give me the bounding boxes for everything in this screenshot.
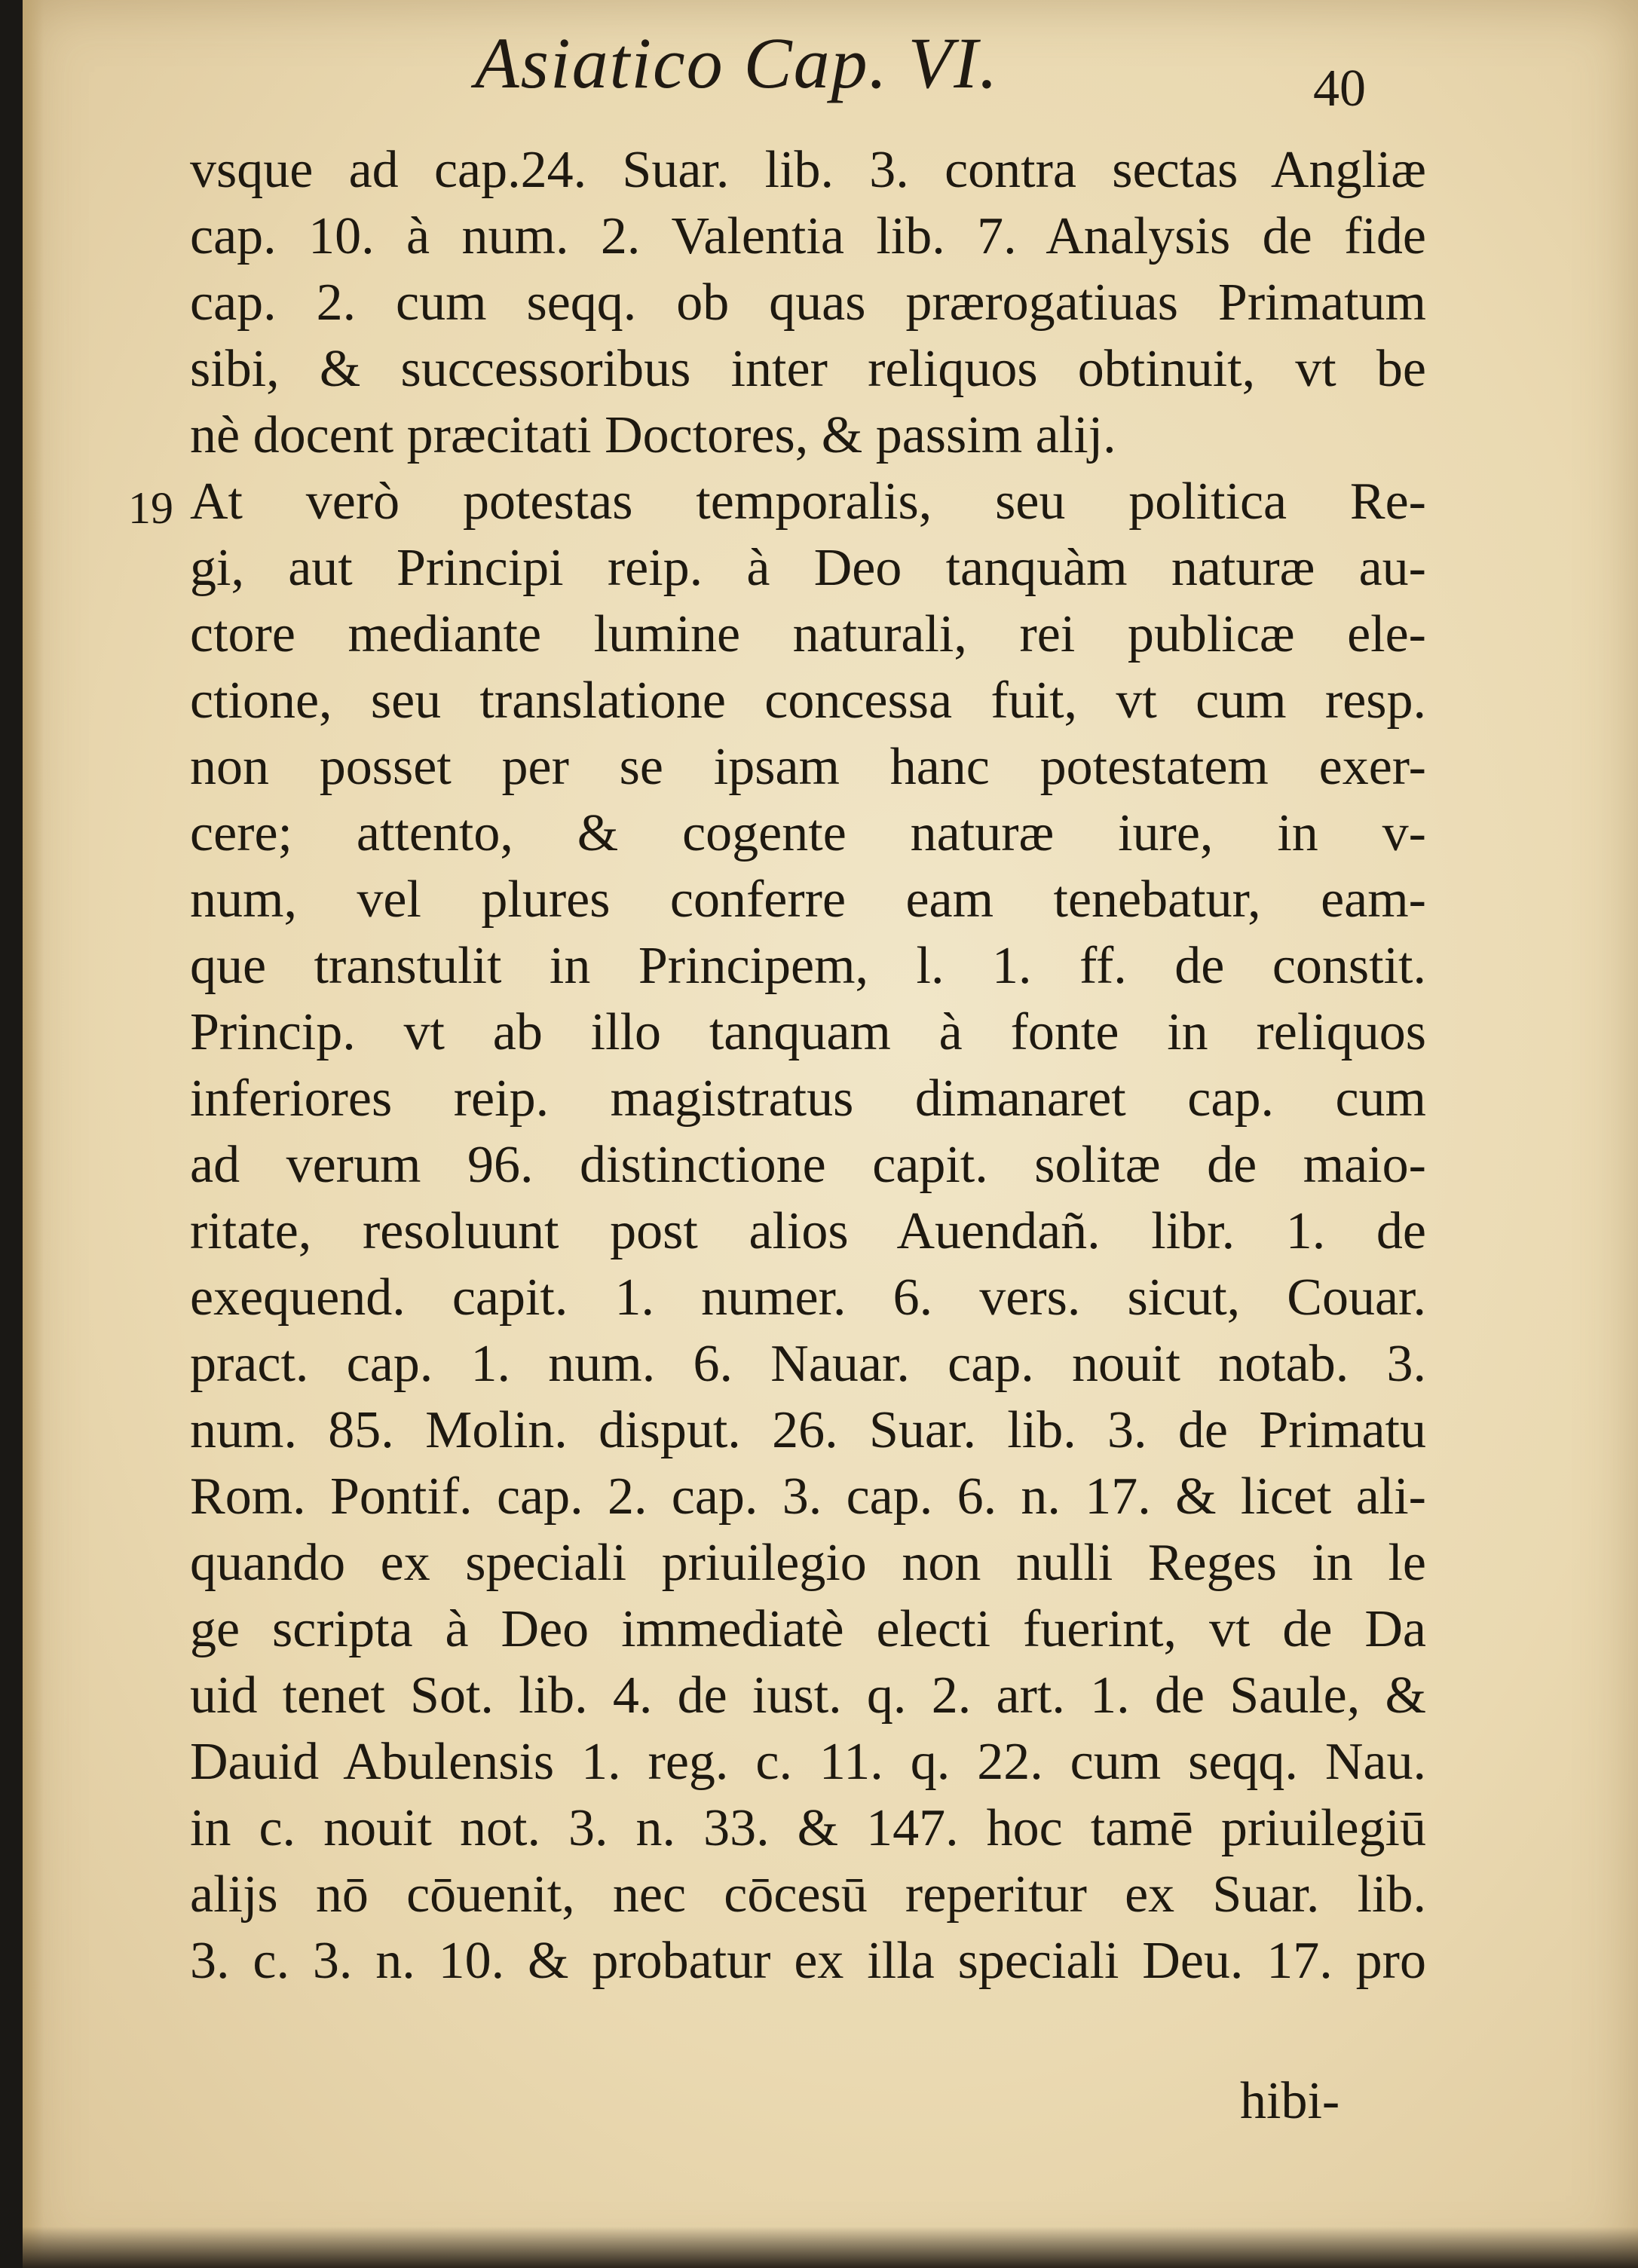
text-line: sibi, & successoribus inter reliquos obtinuit, vt be [190, 340, 1426, 398]
text-line: nè docent præcitati Doctores, & passim alij. [190, 406, 1116, 464]
text-line: At verò potestas temporalis, seu politica Re- [190, 473, 1426, 531]
text-line: inferiores reip. magistratus dimanaret cap. cum [190, 1070, 1426, 1128]
text-line: alijs nō cōuenit, nec cōcesū reperitur ex Suar. lib. [190, 1866, 1426, 1924]
text-line: vsque ad cap.24. Suar. lib. 3. contra sectas Angliæ [190, 141, 1426, 199]
text-line: Dauid Abulensis 1. reg. c. 11. q. 22. cum seqq. Nau. [190, 1733, 1426, 1791]
text-line: ad verum 96. distinctione capit. solitæ de maio- [190, 1136, 1426, 1194]
text-line: ctione, seu translatione concessa fuit, vt cum resp. [190, 672, 1426, 730]
text-line: Rom. Pontif. cap. 2. cap. 3. cap. 6. n. 17. & licet ali- [190, 1468, 1426, 1526]
paragraph-number: 19 [128, 483, 173, 533]
catchword: hibi- [1240, 2072, 1340, 2130]
text-line: cap. 10. à num. 2. Valentia lib. 7. Analysis de fide [190, 207, 1426, 265]
text-line: cap. 2. cum seqq. ob quas prærogatiuas Primatum [190, 274, 1426, 332]
text-line: num, vel plures conferre eam tenebatur, eam- [190, 871, 1426, 929]
text-line: Princip. vt ab illo tanquam à fonte in reliquos [190, 1003, 1426, 1061]
text-line: in c. nouit not. 3. n. 33. & 147. hoc tamē priuilegiū [190, 1799, 1426, 1857]
text-line: ctore mediante lumine naturali, rei publicæ ele- [190, 605, 1426, 663]
text-line: exequend. capit. 1. numer. 6. vers. sicut, Couar. [190, 1269, 1426, 1327]
text-line: que transtulit in Principem, l. 1. ff. de constit. [190, 937, 1426, 995]
text-line: pract. cap. 1. num. 6. Nauar. cap. nouit notab. 3. [190, 1335, 1426, 1393]
text-line: 3. c. 3. n. 10. & probatur ex illa speciali Deu. 17. pro [190, 1932, 1426, 1990]
text-line: num. 85. Molin. disput. 26. Suar. lib. 3. de Primatu [190, 1401, 1426, 1459]
text-line: quando ex speciali priuilegio non nulli Reges in le [190, 1534, 1426, 1592]
text-line: cere; attento, & cogente naturæ iure, in v- [190, 804, 1426, 862]
text-line: non posset per se ipsam hanc potestatem exer- [190, 738, 1426, 796]
page-number: 40 [1313, 60, 1366, 118]
text-line: ge scripta à Deo immediatè electi fuerint, vt de Da [190, 1600, 1426, 1658]
book-page [23, 0, 1638, 2268]
text-line: gi, aut Principi reip. à Deo tanquàm naturæ au- [190, 539, 1426, 597]
text-line: uid tenet Sot. lib. 4. de iust. q. 2. art. 1. de Saule, & [190, 1667, 1426, 1725]
running-head: Asiatico Cap. VI. [475, 23, 1000, 103]
text-line: ritate, resoluunt post alios Auendañ. libr. 1. de [190, 1202, 1426, 1260]
body-text [190, 137, 1426, 1994]
